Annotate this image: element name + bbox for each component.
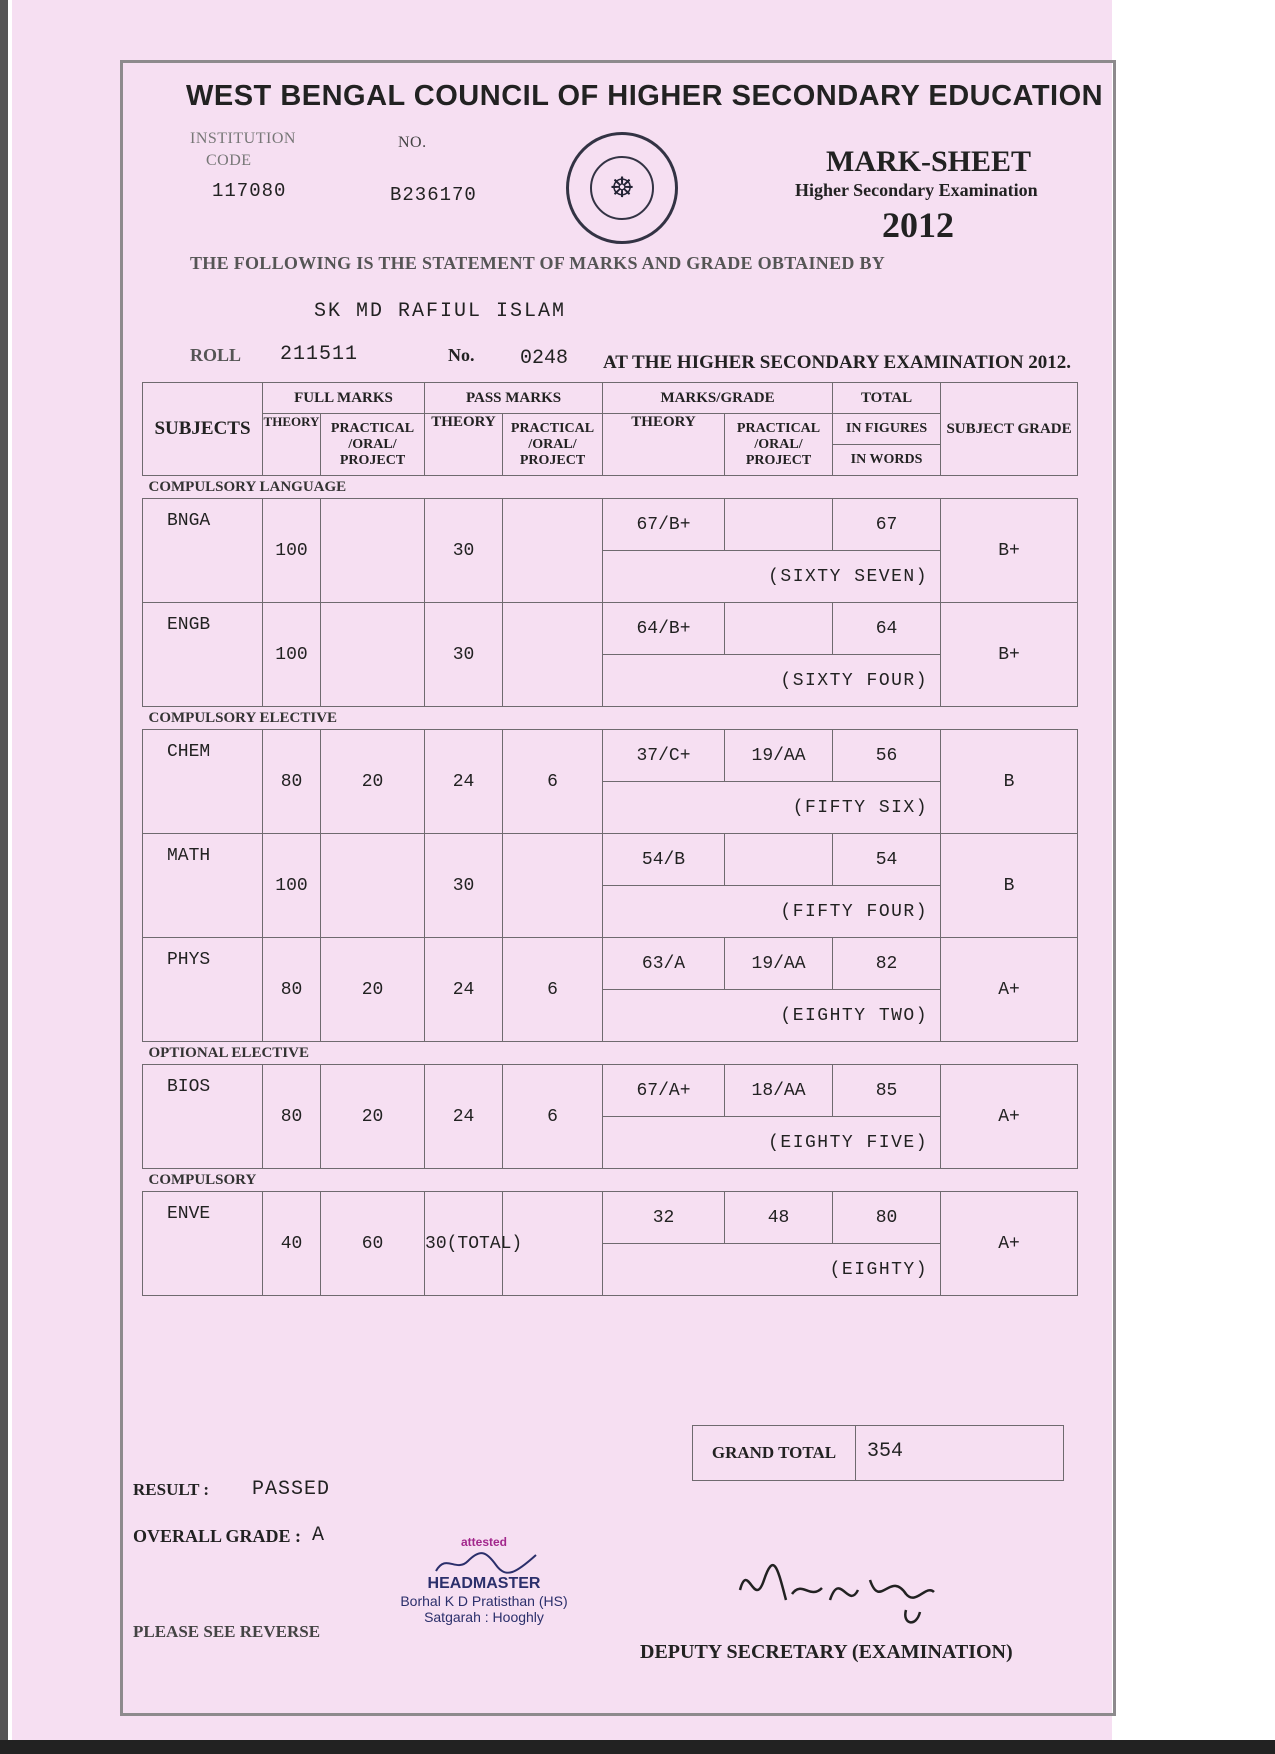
no-label: NO. bbox=[398, 134, 427, 151]
overall-grade-label: OVERALL GRADE : bbox=[133, 1526, 302, 1546]
subject-row bbox=[143, 730, 1078, 782]
roll-label: ROLL bbox=[190, 345, 242, 365]
pass-practical: 6 bbox=[503, 730, 603, 834]
section-title: COMPULSORY bbox=[143, 1169, 1078, 1192]
section-title: OPTIONAL ELECTIVE bbox=[143, 1042, 1078, 1065]
statement-text: THE FOLLOWING IS THE STATEMENT OF MARKS AND GRADE OBTAINED BY bbox=[190, 253, 886, 273]
scan-bottom-edge bbox=[0, 1740, 1275, 1754]
marks-practical bbox=[725, 834, 833, 886]
result-label: RESULT : bbox=[133, 1480, 210, 1499]
headmaster-label: HEADMASTER bbox=[427, 1575, 541, 1592]
total-words: (EIGHTY TWO) bbox=[603, 990, 941, 1042]
pass-practical: 6 bbox=[503, 938, 603, 1042]
total-figures: 56 bbox=[833, 730, 941, 782]
marks-practical: 19/AA bbox=[725, 938, 833, 990]
pass-theory: 24 bbox=[425, 1065, 503, 1169]
full-marks-header: FULL MARKS bbox=[263, 383, 425, 414]
subject-grade: A+ bbox=[941, 1065, 1078, 1169]
total-figures: 64 bbox=[833, 603, 941, 655]
subject-grade: B bbox=[941, 834, 1078, 938]
full-theory: 80 bbox=[263, 730, 321, 834]
subject-grade-header: SUBJECT GRADE bbox=[941, 383, 1078, 476]
total-words: (EIGHTY) bbox=[603, 1244, 941, 1296]
full-practical-header: PRACTICAL /ORAL/ PROJECT bbox=[321, 414, 425, 476]
total-figures: 67 bbox=[833, 499, 941, 551]
result-value: PASSED bbox=[252, 1478, 331, 1501]
full-theory: 80 bbox=[263, 938, 321, 1042]
institution-label: INSTITUTION bbox=[190, 130, 296, 147]
headmaster-signature-icon bbox=[426, 1543, 546, 1583]
full-practical: 60 bbox=[321, 1192, 425, 1296]
full-theory: 40 bbox=[263, 1192, 321, 1296]
attested-label: attested bbox=[460, 1535, 507, 1549]
pass-marks-header: PASS MARKS bbox=[425, 383, 603, 414]
marks-theory: 63/A bbox=[603, 938, 725, 990]
grand-total-value: 354 bbox=[867, 1440, 904, 1463]
subject-name: BNGA bbox=[143, 499, 263, 603]
subject-grade: A+ bbox=[941, 1192, 1078, 1296]
subject-grade: B bbox=[941, 730, 1078, 834]
marks-theory: 64/B+ bbox=[603, 603, 725, 655]
marks-theory: 67/A+ bbox=[603, 1065, 725, 1117]
grand-total-label: GRAND TOTAL bbox=[693, 1426, 856, 1480]
marks-practical-header: PRACTICAL /ORAL/ PROJECT bbox=[725, 414, 833, 476]
subject-row bbox=[143, 834, 1078, 886]
total-words: (EIGHTY FIVE) bbox=[603, 1117, 941, 1169]
full-theory: 100 bbox=[263, 834, 321, 938]
full-theory: 100 bbox=[263, 603, 321, 707]
total-figures: 54 bbox=[833, 834, 941, 886]
marks-practical bbox=[725, 603, 833, 655]
subject-row bbox=[143, 938, 1078, 990]
exam-subtitle: Higher Secondary Examination bbox=[795, 180, 1038, 200]
section-title: COMPULSORY ELECTIVE bbox=[143, 707, 1078, 730]
total-figures: 80 bbox=[833, 1192, 941, 1244]
scan-edge bbox=[0, 0, 8, 1754]
pass-practical bbox=[503, 603, 603, 707]
total-figures: 85 bbox=[833, 1065, 941, 1117]
grand-total-box bbox=[692, 1425, 1064, 1481]
institution-code-label: CODE bbox=[206, 152, 252, 169]
overall-grade-value: A bbox=[312, 1524, 325, 1547]
exam-year: 2012 bbox=[882, 205, 954, 245]
full-practical bbox=[321, 834, 425, 938]
subject-row bbox=[143, 499, 1078, 551]
marks-practical: 18/AA bbox=[725, 1065, 833, 1117]
pass-theory: 30 bbox=[425, 499, 503, 603]
pass-practical bbox=[503, 834, 603, 938]
full-theory: 80 bbox=[263, 1065, 321, 1169]
pass-theory: 30 bbox=[425, 834, 503, 938]
roll-value: 211511 bbox=[280, 343, 359, 366]
pass-practical bbox=[503, 499, 603, 603]
mark-sheet-title: MARK-SHEET bbox=[826, 145, 1032, 178]
full-practical: 20 bbox=[321, 730, 425, 834]
full-practical bbox=[321, 603, 425, 707]
full-practical: 20 bbox=[321, 938, 425, 1042]
marks-theory: 32 bbox=[603, 1192, 725, 1244]
council-seal-icon: ☸ bbox=[566, 132, 678, 244]
total-words: (FIFTY FOUR) bbox=[603, 886, 941, 938]
marks-practical: 19/AA bbox=[725, 730, 833, 782]
total-figures: 82 bbox=[833, 938, 941, 990]
pass-practical: 6 bbox=[503, 1065, 603, 1169]
deputy-secretary-label: DEPUTY SECRETARY (EXAMINATION) bbox=[640, 1641, 1013, 1663]
full-theory-header: THEORY bbox=[263, 414, 321, 476]
exam-text: AT THE HIGHER SECONDARY EXAMINATION 2012. bbox=[603, 352, 1072, 373]
candidate-name: SK MD RAFIUL ISLAM bbox=[314, 300, 567, 323]
subject-grade: A+ bbox=[941, 938, 1078, 1042]
subject-row bbox=[143, 603, 1078, 655]
full-practical bbox=[321, 499, 425, 603]
subject-row bbox=[143, 1192, 1078, 1244]
marks-practical: 48 bbox=[725, 1192, 833, 1244]
roll-no-value: 0248 bbox=[520, 347, 569, 370]
subject-name: PHYS bbox=[143, 938, 263, 1042]
full-practical: 20 bbox=[321, 1065, 425, 1169]
in-figures-header: IN FIGURES bbox=[833, 414, 941, 445]
subject-name: ENGB bbox=[143, 603, 263, 707]
total-header: TOTAL bbox=[833, 383, 941, 414]
school-place: Satgarah : Hooghly bbox=[424, 1609, 544, 1625]
marks-theory-header: THEORY bbox=[603, 414, 725, 476]
marks-grade-header: MARKS/GRADE bbox=[603, 383, 833, 414]
pass-theory-header: THEORY bbox=[425, 414, 503, 476]
total-words: (SIXTY SEVEN) bbox=[603, 551, 941, 603]
pass-theory: 24 bbox=[425, 938, 503, 1042]
subjects-header: SUBJECTS bbox=[143, 383, 263, 476]
headmaster-stamp bbox=[384, 1535, 584, 1647]
pass-practical-header: PRACTICAL /ORAL/ PROJECT bbox=[503, 414, 603, 476]
pass-theory: 24 bbox=[425, 730, 503, 834]
subject-name: BIOS bbox=[143, 1065, 263, 1169]
pass-theory: 30 bbox=[425, 603, 503, 707]
subject-grade: B+ bbox=[941, 499, 1078, 603]
total-words: (SIXTY FOUR) bbox=[603, 655, 941, 707]
total-words: (FIFTY SIX) bbox=[603, 782, 941, 834]
pass-theory: 30(TOTAL) bbox=[425, 1192, 503, 1296]
please-see-reverse: PLEASE SEE REVERSE bbox=[133, 1622, 321, 1641]
marks-theory: 67/B+ bbox=[603, 499, 725, 551]
subject-name: ENVE bbox=[143, 1192, 263, 1296]
roll-no-label: No. bbox=[448, 345, 475, 365]
deputy-signature-icon bbox=[730, 1550, 970, 1630]
section-title: COMPULSORY LANGUAGE bbox=[143, 476, 1078, 499]
marks-table bbox=[142, 382, 1078, 1296]
marks-practical bbox=[725, 499, 833, 551]
sheet-number: B236170 bbox=[390, 184, 477, 206]
council-title: WEST BENGAL COUNCIL OF HIGHER SECONDARY EDUCATION bbox=[186, 80, 1104, 112]
marks-theory: 37/C+ bbox=[603, 730, 725, 782]
full-theory: 100 bbox=[263, 499, 321, 603]
marks-theory: 54/B bbox=[603, 834, 725, 886]
in-words-header: IN WORDS bbox=[833, 445, 941, 476]
subject-grade: B+ bbox=[941, 603, 1078, 707]
subject-name: CHEM bbox=[143, 730, 263, 834]
subject-row bbox=[143, 1065, 1078, 1117]
institution-code: 117080 bbox=[212, 180, 287, 202]
subject-name: MATH bbox=[143, 834, 263, 938]
school-name: Borhal K D Pratisthan (HS) bbox=[400, 1593, 568, 1609]
